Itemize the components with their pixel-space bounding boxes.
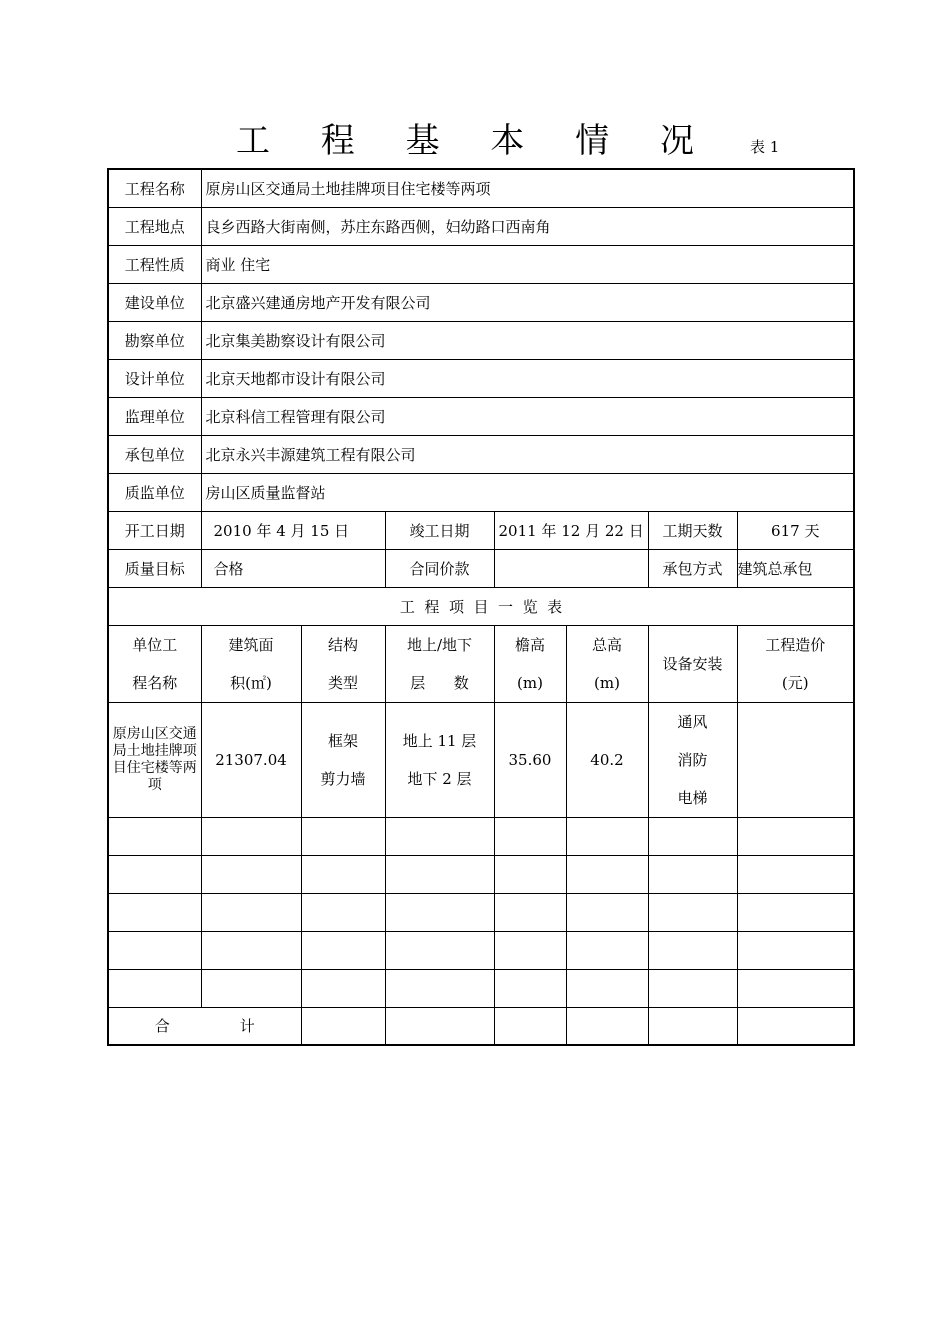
empty-row (108, 817, 854, 855)
header-unit-name: 单位工 程名称 (108, 625, 201, 702)
header-total-height: 总高 (m) (566, 625, 648, 702)
info-row-project-name (108, 169, 854, 207)
empty-row (108, 893, 854, 931)
empty-row (108, 855, 854, 893)
empty-row (108, 969, 854, 1007)
end-date-value: 2011 年 12 月 22 日 (494, 511, 648, 549)
list-title-row (108, 587, 854, 625)
survey-label: 勘察单位 (108, 321, 201, 359)
info-row-design (108, 359, 854, 397)
start-date-value: 2010 年 4 月 15 日 (201, 511, 385, 549)
project-total-height: 40.2 (566, 702, 648, 817)
table-number: 表 1 (750, 138, 780, 156)
location-label: 工程地点 (108, 207, 201, 245)
supervision-label: 监理单位 (108, 397, 201, 435)
design-value: 北京天地都市设计有限公司 (201, 359, 854, 397)
project-info-table (107, 168, 855, 1046)
quality-station-value: 房山区质量监督站 (201, 473, 854, 511)
info-row-quality-station (108, 473, 854, 511)
info-row-supervision (108, 397, 854, 435)
project-row (108, 702, 854, 817)
list-header-row (108, 625, 854, 702)
project-eave-height: 35.60 (494, 702, 566, 817)
contract-mode-value: 建筑总承包 (737, 549, 854, 587)
dates-row (108, 511, 854, 549)
info-row-location (108, 207, 854, 245)
total-row (108, 1007, 854, 1045)
contractor-label: 承包单位 (108, 435, 201, 473)
project-equipment: 通风 消防 电梯 (648, 702, 737, 817)
info-row-owner (108, 283, 854, 321)
nature-value: 商业 住宅 (201, 245, 854, 283)
survey-value: 北京集美勘察设计有限公司 (201, 321, 854, 359)
contract-price-label: 合同价款 (385, 549, 494, 587)
owner-label: 建设单位 (108, 283, 201, 321)
quality-station-label: 质监单位 (108, 473, 201, 511)
location-value: 良乡西路大街南侧，苏庄东路西侧，妇幼路口西南角 (201, 207, 854, 245)
project-name-value: 原房山区交通局土地挂牌项目住宅楼等两项 (201, 169, 854, 207)
project-structure: 框架 剪力墙 (301, 702, 385, 817)
quality-target-label: 质量目标 (108, 549, 201, 587)
contract-mode-label: 承包方式 (648, 549, 737, 587)
header-equipment: 设备安装 (648, 625, 737, 702)
duration-value: 617 天 (737, 511, 854, 549)
duration-label: 工期天数 (648, 511, 737, 549)
project-unit-name: 原房山区交通局土地挂牌项目住宅楼等两项 (108, 702, 201, 817)
contractor-value: 北京永兴丰源建筑工程有限公司 (201, 435, 854, 473)
end-date-label: 竣工日期 (385, 511, 494, 549)
empty-row (108, 931, 854, 969)
quality-target-value: 合格 (201, 549, 385, 587)
header-area: 建筑面 积(㎡) (201, 625, 301, 702)
contract-price-value (494, 549, 648, 587)
design-label: 设计单位 (108, 359, 201, 397)
total-label: 合 计 (108, 1007, 301, 1045)
header-structure: 结构 类型 (301, 625, 385, 702)
nature-label: 工程性质 (108, 245, 201, 283)
supervision-value: 北京科信工程管理有限公司 (201, 397, 854, 435)
project-floors: 地上 11 层 地下 2 层 (385, 702, 494, 817)
project-cost (737, 702, 854, 817)
project-list-title: 工 程 项 目 一 览 表 (108, 587, 854, 625)
project-name-label: 工程名称 (108, 169, 201, 207)
quality-row (108, 549, 854, 587)
info-row-survey (108, 321, 854, 359)
owner-value: 北京盛兴建通房地产开发有限公司 (201, 283, 854, 321)
start-date-label: 开工日期 (108, 511, 201, 549)
header-floors: 地上/地下 层 数 (385, 625, 494, 702)
header-cost: 工程造价 (元) (737, 625, 854, 702)
info-row-contractor (108, 435, 854, 473)
header-eave-height: 檐高 (m) (494, 625, 566, 702)
info-row-nature (108, 245, 854, 283)
project-area: 21307.04 (201, 702, 301, 817)
page-title: 工 程 基 本 情 况 (235, 121, 715, 161)
